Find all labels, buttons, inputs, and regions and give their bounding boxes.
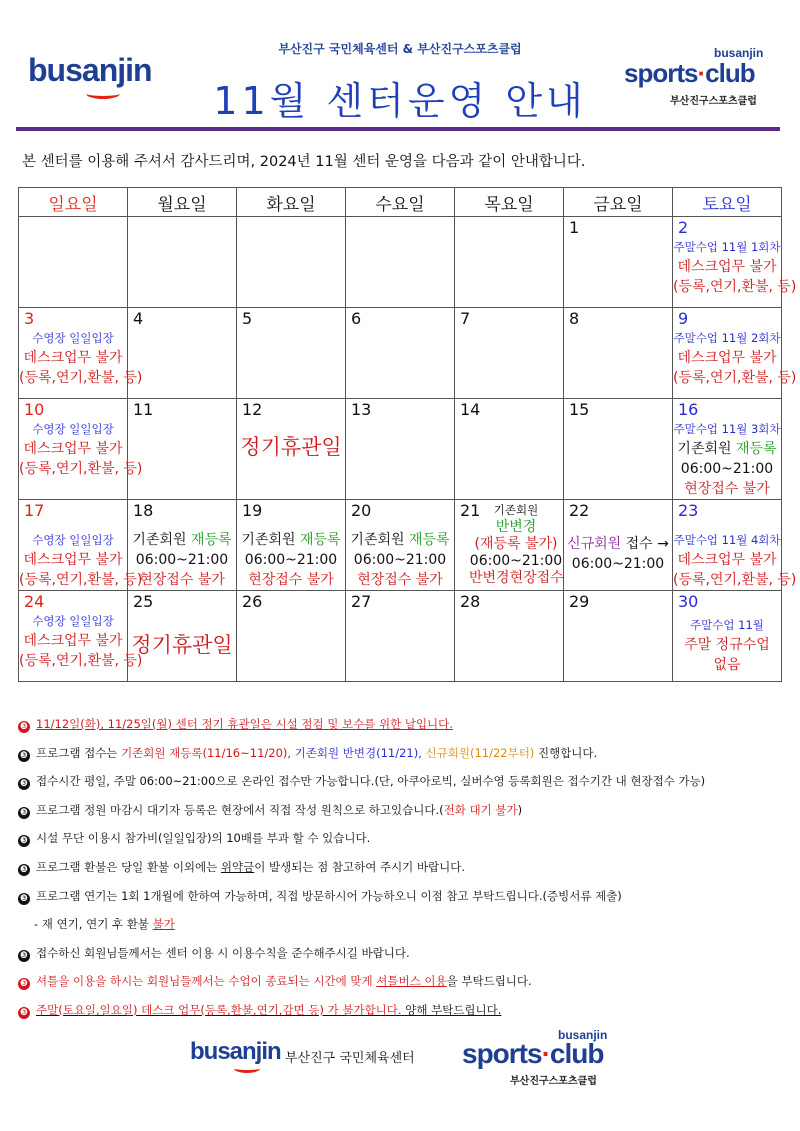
day-number: 9 — [678, 309, 689, 328]
day-cell-13 — [346, 399, 455, 500]
day-cell-6 — [346, 308, 455, 399]
calendar-week-2 — [19, 308, 782, 399]
desk-closed-detail: (등록,연기,환불, 등) — [673, 279, 797, 295]
bullet-icon: ❸ — [19, 779, 29, 790]
notice-list — [18, 710, 782, 1025]
notice-item: ❸ 시설 무단 이용시 참가비(일일입장)의 10배를 부과 할 수 있습니다. — [19, 831, 371, 847]
day-note — [564, 534, 672, 574]
desk-closed-detail: (등록,연기,환불, 등) — [19, 572, 143, 588]
day-number: 5 — [242, 309, 253, 328]
day-number: 29 — [569, 592, 590, 611]
weekend-class-note: 주말수업 11월 2회차 — [673, 331, 781, 345]
bullet-icon: ❸ — [19, 807, 29, 818]
day-cell-28 — [455, 591, 564, 682]
bullet-icon: ❸ — [19, 979, 29, 990]
desk-closed-detail: (등록,연기,환불, 등) — [19, 461, 143, 477]
bullet-icon: ❸ — [19, 1007, 29, 1018]
notice-subitem: - 재 연기, 연기 후 환불 불가 — [34, 917, 175, 932]
no-class-note: 주말 정규수업 — [684, 637, 770, 653]
day-note — [673, 615, 781, 675]
day-cell-empty — [455, 217, 564, 308]
day-cell-1 — [564, 217, 673, 308]
calendar-week-4 — [19, 500, 782, 591]
desk-closed-note: 데스크업무 불가 — [677, 259, 777, 275]
rereg-closed-note: (재등록 불가) — [474, 536, 558, 552]
day-number: 12 — [242, 400, 263, 419]
weekday-wednesday: 수요일 — [346, 188, 455, 217]
header-subtitle: 부산진구 국민체육센터 & 부산진구스포츠클럽 — [278, 42, 522, 56]
footer-logo-smile-icon — [234, 1064, 260, 1073]
weekend-class-note: 주말수업 11월 1회차 — [673, 240, 781, 254]
member-rereg-note: 기존회원 재등록 — [132, 532, 232, 548]
day-note — [673, 237, 797, 297]
weekday-friday: 금요일 — [564, 188, 673, 217]
calendar-table — [18, 187, 797, 682]
day-number: 3 — [24, 309, 35, 328]
day-number: 13 — [351, 400, 372, 419]
day-note — [19, 419, 143, 479]
onsite-closed-note: 현장접수 불가 — [248, 572, 334, 588]
class-change-title: 기존회원 — [493, 503, 539, 517]
desk-closed-note: 데스크업무 불가 — [23, 552, 123, 568]
day-cell-3 — [19, 308, 143, 399]
member-rereg-note: 기존회원 재등록 — [677, 441, 777, 457]
sportsclub-logo-main: sports·club — [624, 58, 755, 88]
calendar-week-3 — [19, 399, 782, 500]
day-number: 25 — [133, 592, 154, 611]
desk-closed-detail: (등록,연기,환불, 등) — [673, 572, 797, 588]
day-number: 11 — [133, 400, 154, 419]
day-cell-empty — [19, 217, 128, 308]
day-cell-7 — [455, 308, 564, 399]
day-number: 15 — [569, 400, 590, 419]
calendar-week-1 — [19, 217, 782, 308]
day-note — [128, 530, 236, 590]
footer-sc-top: busanjin — [558, 1028, 608, 1042]
day-cell-10 — [19, 399, 143, 500]
weekday-saturday: 토요일 — [673, 188, 782, 217]
bullet-icon: ❸ — [19, 864, 29, 875]
day-number: 14 — [460, 400, 481, 419]
new-member-note: 신규회원 접수 → — [567, 536, 669, 552]
day-cell-9 — [673, 308, 797, 399]
day-number: 26 — [242, 592, 263, 611]
day-cell-29 — [564, 591, 673, 682]
day-cell-4 — [128, 308, 237, 399]
day-number: 7 — [460, 309, 471, 328]
day-number: 19 — [242, 501, 263, 520]
day-number: 20 — [351, 501, 372, 520]
desk-closed-note: 데스크업무 불가 — [677, 552, 777, 568]
sportsclub-logo-top: busanjin — [714, 46, 764, 60]
member-hours: 06:00~21:00 — [353, 552, 447, 568]
weekend-class-note: 주말수업 11월 3회차 — [673, 422, 781, 436]
notice-item: ❸ 셔틀을 이용을 하시는 회원님들께서는 수업이 종료되는 시간에 맞게 셔틀버스 이용을 부탁드립니다. — [19, 974, 532, 990]
calendar-week-5 — [19, 591, 782, 682]
notice-item: ❸ 주말(토요일,일요일) 데스크 업무(등록,환불,연기,감면 등) 가 불가합니다. 양해 부탁드립니다. — [19, 1002, 502, 1018]
onsite-closed-note: 현장접수 불가 — [684, 481, 770, 497]
weekend-class-note: 주말수업 11월 4회차 — [673, 533, 781, 547]
day-note — [19, 611, 143, 671]
day-cell-21 — [455, 500, 564, 591]
day-note — [673, 328, 797, 388]
notice-item: ❸ 11/12일(화), 11/25일(월) 센터 정기 휴관일은 시설 점검 및 보수를 위한 날입니다. — [19, 717, 453, 732]
day-number: 1 — [569, 218, 580, 237]
notice-item: ❸ 프로그램 환불은 당일 환불 이외에는 위약금이 발생되는 점 참고하여 주시기 바랍니다. — [19, 859, 466, 875]
weekday-monday: 월요일 — [128, 188, 237, 217]
bullet-icon: ❸ — [19, 722, 29, 732]
onsite-closed-note: 현장접수 불가 — [139, 572, 225, 588]
day-number: 6 — [351, 309, 362, 328]
day-cell-20 — [346, 500, 455, 591]
notice-item: ❸ 프로그램 연기는 1회 1개월에 한하여 가능하며, 직접 방문하시어 가능하오니 이점 참고 부탁드립니다.(증빙서류 제출) — [19, 888, 622, 904]
day-cell-11 — [128, 399, 237, 500]
member-hours: 06:00~21:00 — [135, 552, 229, 568]
footer-sc-main: sports·club — [462, 1038, 604, 1069]
notice-item: ❸ 접수하신 회원님들께서는 센터 이용 시 이용수칙을 준수해주시길 바랍니다. — [19, 945, 410, 961]
busanjin-logo-text: busanjin — [28, 52, 152, 88]
pool-daily-note: 수영장 일일입장 — [32, 422, 114, 436]
day-cell-30 — [673, 591, 782, 682]
sportsclub-logo-sub: 부산진구스포츠클럽 — [670, 96, 757, 107]
day-cell-26 — [237, 591, 346, 682]
day-note — [673, 419, 781, 499]
footer-busanjin-logo — [190, 1038, 281, 1066]
day-cell-18 — [128, 500, 237, 591]
day-note — [19, 328, 143, 388]
desk-closed-detail: (등록,연기,환불, 등) — [19, 653, 143, 669]
day-number: 2 — [678, 218, 689, 237]
day-note — [19, 530, 143, 590]
day-number: 24 — [24, 592, 45, 611]
day-number: 23 — [678, 501, 699, 520]
desk-closed-note: 데스크업무 불가 — [677, 350, 777, 366]
member-rereg-note: 기존회원 재등록 — [350, 532, 450, 548]
day-note — [673, 530, 797, 590]
day-note — [237, 530, 345, 590]
desk-closed-note: 데스크업무 불가 — [23, 441, 123, 457]
member-rereg-note: 기존회원 재등록 — [241, 532, 341, 548]
holiday-label: 정기휴관일 — [131, 633, 233, 657]
day-number: 30 — [678, 592, 699, 611]
member-hours: 06:00~21:00 — [680, 461, 774, 477]
day-cell-empty — [237, 217, 346, 308]
member-hours: 06:00~21:00 — [244, 552, 338, 568]
day-cell-16 — [673, 399, 782, 500]
day-cell-2 — [673, 217, 797, 308]
day-number: 22 — [569, 501, 590, 520]
new-member-hours: 06:00~21:00 — [571, 556, 665, 572]
day-number: 27 — [351, 592, 372, 611]
weekend-class-note: 주말수업 11월 — [690, 618, 764, 632]
day-cell-27 — [346, 591, 455, 682]
day-cell-23 — [673, 500, 797, 591]
day-number: 28 — [460, 592, 481, 611]
bullet-icon: ❸ — [19, 950, 29, 961]
day-cell-25 — [128, 591, 237, 682]
day-number: 21 — [460, 501, 481, 520]
day-cell-19 — [237, 500, 346, 591]
footer-sportsclub-logo — [462, 1028, 622, 1088]
desk-closed-detail: (등록,연기,환불, 등) — [673, 370, 797, 386]
day-cell-empty — [128, 217, 237, 308]
day-cell-17 — [19, 500, 143, 591]
holiday-label: 정기휴관일 — [240, 435, 342, 459]
weekday-sunday: 일요일 — [19, 188, 128, 217]
day-cell-12 — [237, 399, 346, 500]
class-change-onsite: 반변경현장접수 — [469, 570, 564, 586]
notice-item: ❸ 접수시간 평일, 주말 06:00~21:00으로 온라인 접수만 가능합니다.(단, 아쿠아로빅, 실버수영 등록회원은 접수기간 내 현장접수 가능) — [19, 774, 706, 790]
calendar-header-row — [19, 188, 782, 217]
day-cell-8 — [564, 308, 673, 399]
pool-daily-note: 수영장 일일입장 — [32, 533, 114, 547]
day-cell-15 — [564, 399, 673, 500]
onsite-closed-note: 현장접수 불가 — [357, 572, 443, 588]
day-cell-22 — [564, 500, 673, 591]
notice-item: ❸ 프로그램 정원 마감시 대기자 등록은 현장에서 직접 작성 원칙으로 하고있습니다.(전화 대기 불가) — [19, 802, 523, 818]
day-number: 10 — [24, 400, 45, 419]
day-cell-14 — [455, 399, 564, 500]
footer-center-name: 부산진구 국민체육센터 — [285, 1051, 415, 1066]
day-number: 8 — [569, 309, 580, 328]
bullet-icon: ❸ — [19, 750, 29, 761]
class-change-label: 반변경 — [495, 519, 537, 535]
no-class-detail: 없음 — [713, 657, 741, 673]
desk-closed-note: 데스크업무 불가 — [23, 350, 123, 366]
desk-closed-detail: (등록,연기,환불, 등) — [19, 370, 143, 386]
bullet-icon: ❸ — [19, 893, 29, 904]
class-change-hours: 06:00~21:00 — [469, 553, 563, 569]
page-title: 11월 센터운영 안내 — [213, 79, 587, 123]
day-cell-5 — [237, 308, 346, 399]
footer-sc-sub: 부산진구스포츠클럽 — [510, 1076, 597, 1087]
weekday-tuesday: 화요일 — [237, 188, 346, 217]
day-cell-empty — [346, 217, 455, 308]
footer-logo-text: busanjin — [190, 1038, 281, 1065]
weekday-thursday: 목요일 — [455, 188, 564, 217]
header-divider — [16, 127, 780, 131]
intro-text: 본 센터를 이용해 주셔서 감사드리며, 2024년 11월 센터 운영을 다음과 같이 안내합니다. — [22, 154, 586, 170]
desk-closed-note: 데스크업무 불가 — [23, 633, 123, 649]
day-number: 4 — [133, 309, 144, 328]
pool-daily-note: 수영장 일일입장 — [32, 331, 114, 345]
day-number: 16 — [678, 400, 699, 419]
bullet-icon: ❸ — [19, 836, 29, 847]
pool-daily-note: 수영장 일일입장 — [32, 614, 114, 628]
day-number: 17 — [24, 501, 45, 520]
notice-item: ❸ 프로그램 접수는 기존회원 재등록(11/16~11/20), 기존회원 반변경(11/21), 신규회원(11/22부터) 진행합니다. — [19, 745, 598, 761]
day-cell-24 — [19, 591, 143, 682]
day-note — [346, 530, 454, 590]
day-number: 18 — [133, 501, 154, 520]
